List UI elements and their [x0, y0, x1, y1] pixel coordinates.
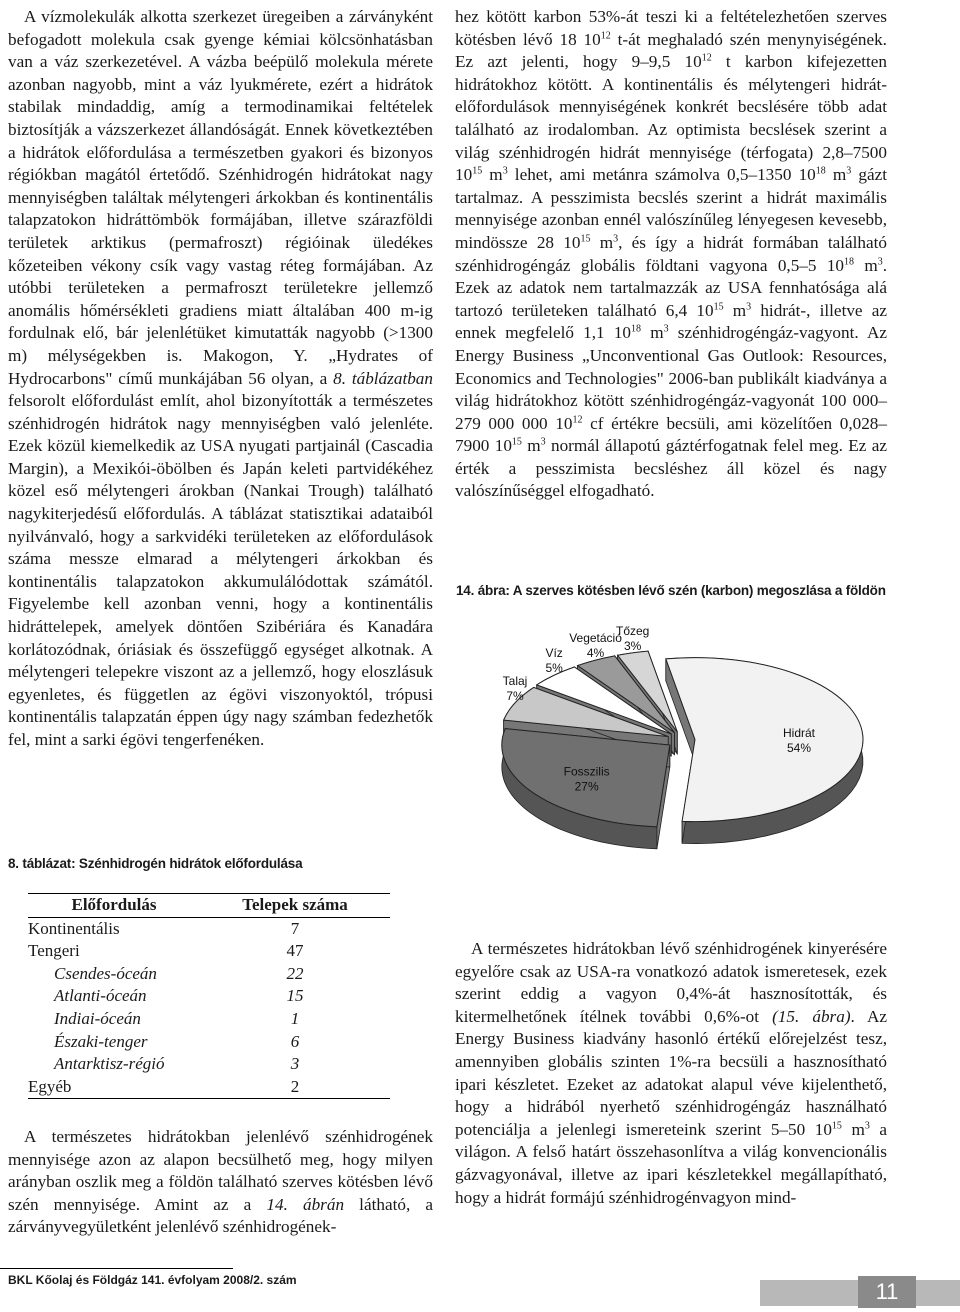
table-cell-occurrence: Kontinentális — [28, 918, 120, 938]
figure-reference-15: (15. ábra) — [772, 1006, 851, 1026]
table-cell-count: 1 — [290, 1008, 300, 1028]
table-cell-occurrence: Atlanti-óceán — [54, 986, 147, 1006]
table-cell-occurrence: Antarktisz-régió — [54, 1054, 165, 1074]
pie-label-fosszilis: Fosszilis 27% — [563, 764, 610, 794]
paragraph-hydrate-quantity: hez kötött karbon 53%-át teszi ki a feltételezhetően szerves kötésben lévő 18 $10^{12}$ t-át meghaladó szén menynyiségének. Ez azt jelenti, hogy 9–9,5 $10^{12}$ t karbon kifejezetten hidrátokhoz kötött. A kontinentális és mélytengeri hidrát-előfordulások mennyiségének konkrét becslésére több adat található az irodalomban. Az optimista becslések szerint a világ szénhidrogén hidrát mennyisége (térfogata) 2,8–7500 $10^{15}$ $m^3$ lehet, ami metánra számolva 0,5–1350 $10^{18}$ $m^3$ gázt tartalmaz. A pesszimista becslés szerint a hidrát maximális mennyisége azonban ennél valószínűleg lényegesen kevesebb, mindössze 28 $10^{15}$ $m^3$, és így a hidrát formában található szénhidrogéngáz globális földtani vagyona 0,5–5 $10^{18}$ $m^3$. Ezek az adatok nem tartalmazzák az USA fennhatósága alá tartozó területeken található 6,4 $10^{15}$ $m^3$ hidrát-, illetve az ennek megfelelő 1,1 $10^{18}$ $m^3$ szénhidrogéngáz-vagyont. Az Energy Business „Unconventional Gas Outlook: Resources, Economics and Technologies" 2006-ban publikált kiadványa a világ hidrátokhoz kötött szénhidrogéngáz-vagyonát 100 000–279 000 000 $10^{12}$ cf értékre becsüli, ami közelítően 0,028–7900 $10^{15}$ $m^3$ normál állapotú gáztérfogatnak felel meg. Ez az érték a pesszimista becsléshez áll közel és nagy valószínűséggel elfogadható. — [455, 7, 888, 501]
table-row — [28, 1031, 390, 1054]
table-cell-occurrence: Egyéb — [28, 1076, 200, 1099]
table-caption: 8. táblázat: Szénhidrogén hidrátok előfordulása — [8, 856, 303, 871]
paragraph-carbon-estimate: A természetes hidrátokban jelenlévő szénhidrogének mennyisége azon az alapon becsülhető meg, hogy milyen arányban oszlik meg a földön található szerves kötésben lévő szén mennyisége. Amint az a 14. ábrán látható, a zárványvegyületként jelenlévő szénhidrogének- — [8, 1127, 433, 1237]
pie-chart-svg — [456, 600, 888, 906]
left-text-column — [8, 6, 433, 752]
right-bottom-text — [455, 938, 887, 1209]
page-number: 11 — [858, 1276, 916, 1308]
table-cell-occurrence: Csendes-óceán — [54, 963, 157, 983]
table-header-row — [28, 894, 390, 918]
pie-label-víz: Víz 5% — [545, 646, 563, 676]
figure-reference: 14. ábrán — [266, 1194, 345, 1214]
occurrence-table — [28, 893, 390, 1099]
left-bottom-text — [8, 1126, 433, 1239]
table-cell-count: 47 — [286, 941, 304, 961]
pie-slice-hidrát — [666, 658, 863, 844]
table-row — [28, 963, 390, 986]
table-cell-occurrence: Északi-tenger — [54, 1031, 148, 1051]
table-row — [28, 1053, 390, 1076]
table-row — [28, 917, 390, 940]
pie-label-hidrát: Hidrát 54% — [783, 726, 816, 756]
table-header-occurrence: Előfordulás — [28, 894, 200, 918]
table-cell-occurrence: Indiai-óceán — [54, 1008, 141, 1028]
table-cell-count: 7 — [290, 918, 300, 938]
table-cell-count: 22 — [286, 963, 304, 983]
table-row — [28, 1076, 390, 1099]
table-header-count: Telepek száma — [200, 894, 390, 918]
carbon-distribution-pie-chart — [456, 600, 888, 906]
pie-label-tőzeg: Tőzeg 3% — [615, 623, 650, 653]
journal-footer: BKL Kőolaj és Földgáz 141. évfolyam 2008/2. szám — [8, 1273, 297, 1287]
table-cell-count: 3 — [290, 1054, 300, 1074]
table-row — [28, 1008, 390, 1031]
table-cell-occurrence: Tengeri — [28, 941, 80, 961]
right-text-column — [455, 6, 887, 503]
table-row — [28, 985, 390, 1008]
pie-label-vegetáció: Vegetáció 4% — [569, 631, 622, 661]
table-reference: 8. táblázatban — [333, 368, 433, 388]
paragraph-recovery: A természetes hidrátokban lévő szénhidrogének kinyerésére egyelőre csak az USA-ra vonatkozó adatok ismeretesek, ezek szerint eddig a vagyon 0,4%-át hasznosították, és kitermelhetőnek ítélnek további 0,6%-ot (15. ábra). Az Energy Business kiadvány hasonló értékű előrejelzést tesz, amennyiben globális szinten 1%-ra becsüli a hasznosítható ipari készletet. Ezeket az adatokat alapul véve kijelenthető, hogy a hidrából nyerhető szénhidrogéngáz használható potenciálja a jelenlegi ismereteink szerint 5–50 $10^{15}$ $m^3$ a világon. A felső határt összehasonlítva a világ konvencionális gázvagyonával, illetve az ipari készletekkel megállapítható, hogy a hidrát formájú szénhidrogénvagyon mind- — [455, 939, 887, 1207]
figure-caption: 14. ábra: A szerves kötésben lévő szén (karbon) megoszlása a földön — [456, 583, 886, 598]
table-cell-count: 6 — [290, 1031, 300, 1051]
paragraph-hydrate-occurrence: A vízmolekulák alkotta szerkezet üregeiben a zárványként befogadott molekula csak gyenge kémiai kölcsönhatásban van a váz szerkezetével. A vázba beépülő molekula mérete azonban nagyobb, mint a váz lyukmérete, ezért a hidrátok stabilak mindaddig, amíg a termodinamikai feltételek biztosítják a vázszerkezet állandóságát. Ennek következtében a hidrátok előfordulása a természetben gyakori és bizonyos régiókban magától értetődő. Szénhidrogén hidrátokat nagy mennyiségben találtak mélytengeri árkokban és kontinentális talapzatokon hidráttömbök formájában, illetve szárazföldi területek arktikus (permafroszt) régióinak üledékes kőzeteiben vékony csík vagy vastag réteg formájában. Az utóbbi területeken a permafroszt területekre jellemző anomális hőmérsékleti gradiens miatt általában 400 m-ig fordulnak elő, bár jelenlétüket kimutatták nagyobb (>1300 m) mélységekben is. Makogon, Y. „Hydrates of Hydrocarbons" című munkájában 56 olyan, a 8. táblázatban felsorolt előfordulást említ, ahol bizonyították a természetes szénhidrogén hidrátok nagy mennyiségben való jelenléte. Ezek közül kiemelkedik az USA nyugati partjainál (Cascadia Margin), a Mexikói-öbölben és Japán keleti partvidékéhez közel eső mélytengeri árokban (Nankai Trough) található nagykiterjedésű előfordulás. A táblázat statisztikai adataiból nyilvánvaló, hogy a sarkvidéki területeken az előfordulások száma messze elmarad a mélytengeri árkokban és kontinentális talapzatokon akkumulálódottak számától. Figyelembe kell azonban venni, hogy a kontinentális hidráttelepek, amelyek döntően Szibériára és Kanadára korlátozódnak, óriásiak és összefüggő egységet alkotnak. A mélytengeri telepekre viszont az a jellemző, hogy eloszlásuk egyenletes, és független az égövi viszonyoktól, trópusi kontinentális talapzatán éppen úgy nagy számban fedezhetők fel, mint a sarki égövi tengerfenéken. — [8, 7, 433, 749]
pie-label-talaj: Talaj 7% — [502, 673, 528, 703]
footer-rule — [0, 1268, 233, 1269]
table-cell-count: 15 — [286, 986, 304, 1006]
table-cell-count: 2 — [200, 1076, 390, 1099]
table-row — [28, 940, 390, 963]
